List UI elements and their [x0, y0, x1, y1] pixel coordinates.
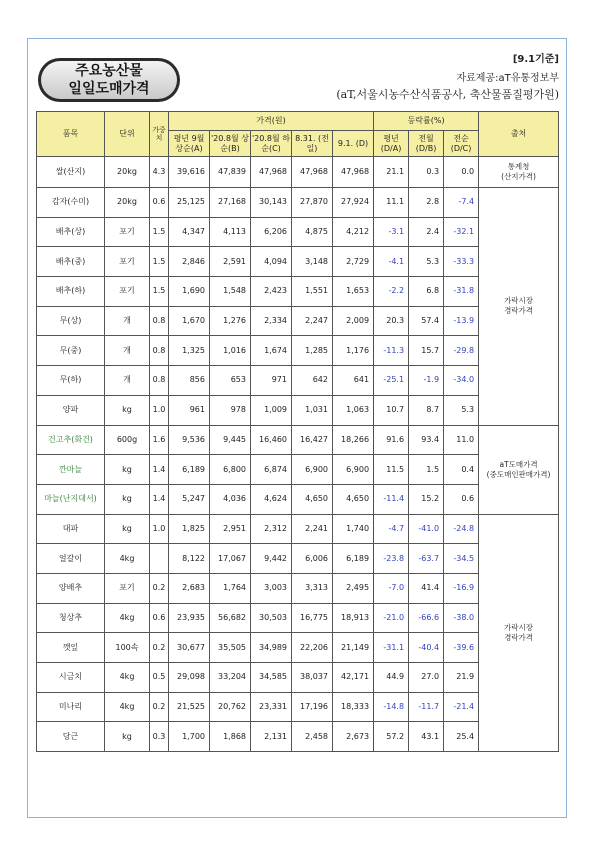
price-2008-late: 2,131	[251, 722, 292, 752]
item-name: 쌀(산지)	[37, 157, 105, 188]
rate-da: -4.7	[374, 514, 409, 544]
price-avg: 1,670	[169, 306, 210, 336]
rate-da: 21.1	[374, 157, 409, 188]
price-prev-day: 6,006	[292, 544, 333, 574]
rate-da: -25.1	[374, 366, 409, 396]
price-2008-early: 4,113	[210, 217, 251, 247]
weight: 0.2	[150, 692, 169, 722]
title-line2: 일일도매가격	[68, 81, 150, 97]
price-2008-late: 2,334	[251, 306, 292, 336]
item-name: 미나리	[37, 692, 105, 722]
item-name: 건고추(화건)	[37, 425, 105, 455]
header-item: 품목	[37, 112, 105, 157]
weight: 1.5	[150, 217, 169, 247]
price-prev-day: 17,196	[292, 692, 333, 722]
price-today: 27,924	[333, 188, 374, 218]
item-name: 깐마늘	[37, 455, 105, 485]
price-2008-late: 34,989	[251, 633, 292, 663]
rate-da: -11.3	[374, 336, 409, 366]
price-today: 2,729	[333, 247, 374, 277]
rate-db: 15.2	[409, 484, 444, 514]
unit: kg	[105, 395, 150, 425]
price-prev-day: 1,285	[292, 336, 333, 366]
price-2008-early: 2,591	[210, 247, 251, 277]
price-2008-early: 56,682	[210, 603, 251, 633]
unit: kg	[105, 514, 150, 544]
rate-db: -41.0	[409, 514, 444, 544]
price-2008-late: 4,094	[251, 247, 292, 277]
rate-da: 11.5	[374, 455, 409, 485]
price-2008-early: 2,951	[210, 514, 251, 544]
item-name: 무(중)	[37, 336, 105, 366]
price-today: 2,009	[333, 306, 374, 336]
weight: 1.6	[150, 425, 169, 455]
price-prev-day: 47,968	[292, 157, 333, 188]
header-source: 출처	[479, 112, 559, 157]
title-badge-inner	[41, 61, 177, 99]
rate-dc: -31.8	[444, 277, 479, 307]
unit: kg	[105, 484, 150, 514]
price-prev-day: 3,313	[292, 573, 333, 603]
header-rate-dc: 전순 (D/C)	[444, 131, 479, 157]
price-prev-day: 4,650	[292, 484, 333, 514]
price-avg: 961	[169, 395, 210, 425]
rate-dc: 21.9	[444, 663, 479, 693]
price-2008-early: 653	[210, 366, 251, 396]
rate-dc: -13.9	[444, 306, 479, 336]
price-2008-early: 33,204	[210, 663, 251, 693]
unit: 4kg	[105, 692, 150, 722]
title-line1: 주요농산물	[75, 63, 143, 79]
price-prev-day: 2,241	[292, 514, 333, 544]
price-avg: 6,189	[169, 455, 210, 485]
price-avg: 2,683	[169, 573, 210, 603]
rate-db: 2.4	[409, 217, 444, 247]
item-name: 배추(상)	[37, 217, 105, 247]
price-today: 2,495	[333, 573, 374, 603]
rate-db: -63.7	[409, 544, 444, 574]
unit: 4kg	[105, 603, 150, 633]
unit: 100속	[105, 633, 150, 663]
price-2008-early: 1,548	[210, 277, 251, 307]
rate-db: 6.8	[409, 277, 444, 307]
weight: 0.6	[150, 603, 169, 633]
price-today: 1,653	[333, 277, 374, 307]
rate-da: -11.4	[374, 484, 409, 514]
weight: 1.4	[150, 455, 169, 485]
rate-da: -7.0	[374, 573, 409, 603]
price-prev-day: 4,875	[292, 217, 333, 247]
price-prev-day: 2,458	[292, 722, 333, 752]
rate-db: 43.1	[409, 722, 444, 752]
rate-da: 44.9	[374, 663, 409, 693]
rate-da: -21.0	[374, 603, 409, 633]
price-2008-early: 20,762	[210, 692, 251, 722]
rate-dc: -39.6	[444, 633, 479, 663]
rate-db: -40.4	[409, 633, 444, 663]
price-avg: 25,125	[169, 188, 210, 218]
price-2008-early: 9,445	[210, 425, 251, 455]
rate-db: -1.9	[409, 366, 444, 396]
price-prev-day: 3,148	[292, 247, 333, 277]
price-avg: 1,700	[169, 722, 210, 752]
price-today: 4,650	[333, 484, 374, 514]
rate-dc: -34.5	[444, 544, 479, 574]
price-today: 42,171	[333, 663, 374, 693]
header-prev-day: 8.31. (전일)	[292, 131, 333, 157]
price-today: 21,149	[333, 633, 374, 663]
price-avg: 9,536	[169, 425, 210, 455]
rate-da: -4.1	[374, 247, 409, 277]
table-row	[37, 425, 559, 455]
table-row	[37, 514, 559, 544]
item-name: 배추(하)	[37, 277, 105, 307]
weight: 0.6	[150, 188, 169, 218]
price-2008-early: 47,839	[210, 157, 251, 188]
unit: 포기	[105, 247, 150, 277]
rate-db: 57.4	[409, 306, 444, 336]
rate-db: -11.7	[409, 692, 444, 722]
price-today: 18,266	[333, 425, 374, 455]
price-table-body	[37, 157, 559, 752]
price-prev-day: 38,037	[292, 663, 333, 693]
weight: 0.2	[150, 633, 169, 663]
table-row	[37, 188, 559, 218]
price-2008-early: 978	[210, 395, 251, 425]
source-note: 가락시장 경락가격	[479, 188, 559, 426]
price-today: 18,913	[333, 603, 374, 633]
weight: 1.4	[150, 484, 169, 514]
price-avg: 1,690	[169, 277, 210, 307]
price-2008-early: 4,036	[210, 484, 251, 514]
item-name: 배추(중)	[37, 247, 105, 277]
unit: 개	[105, 366, 150, 396]
unit: 포기	[105, 277, 150, 307]
price-2008-late: 2,312	[251, 514, 292, 544]
rate-dc: 0.6	[444, 484, 479, 514]
weight: 0.2	[150, 573, 169, 603]
price-2008-late: 971	[251, 366, 292, 396]
unit: kg	[105, 722, 150, 752]
price-today: 47,968	[333, 157, 374, 188]
rate-db: -66.6	[409, 603, 444, 633]
unit: 포기	[105, 573, 150, 603]
price-avg: 1,325	[169, 336, 210, 366]
price-today: 1,176	[333, 336, 374, 366]
price-today: 6,900	[333, 455, 374, 485]
price-2008-early: 6,800	[210, 455, 251, 485]
header-2008-early: '20.8월 상순(B)	[210, 131, 251, 157]
rate-dc: -33.3	[444, 247, 479, 277]
rate-dc: -38.0	[444, 603, 479, 633]
rate-db: 0.3	[409, 157, 444, 188]
price-today: 1,063	[333, 395, 374, 425]
price-avg: 2,846	[169, 247, 210, 277]
rate-db: 8.7	[409, 395, 444, 425]
price-prev-day: 1,031	[292, 395, 333, 425]
title-badge	[38, 58, 180, 102]
price-2008-late: 4,624	[251, 484, 292, 514]
rate-dc: -29.8	[444, 336, 479, 366]
table-row	[37, 157, 559, 188]
unit: 600g	[105, 425, 150, 455]
rate-dc: 0.4	[444, 455, 479, 485]
source-note: 통계청 (산지가격)	[479, 157, 559, 188]
price-avg: 1,825	[169, 514, 210, 544]
rate-da: -31.1	[374, 633, 409, 663]
price-today: 641	[333, 366, 374, 396]
rate-dc: 25.4	[444, 722, 479, 752]
header-rate-da: 평년 (D/A)	[374, 131, 409, 157]
rate-da: -14.8	[374, 692, 409, 722]
date-reference: [9.1기준]	[512, 54, 559, 65]
rate-da: 11.1	[374, 188, 409, 218]
price-2008-late: 1,009	[251, 395, 292, 425]
source-note: 가락시장 경락가격	[479, 514, 559, 752]
weight: 0.8	[150, 366, 169, 396]
price-prev-day: 1,551	[292, 277, 333, 307]
price-2008-early: 1,276	[210, 306, 251, 336]
rate-da: 10.7	[374, 395, 409, 425]
header-price-group: 가격(원)	[169, 112, 374, 131]
unit: 개	[105, 306, 150, 336]
price-2008-early: 17,067	[210, 544, 251, 574]
item-name: 무(상)	[37, 306, 105, 336]
rate-dc: 5.3	[444, 395, 479, 425]
price-today: 6,189	[333, 544, 374, 574]
price-avg: 856	[169, 366, 210, 396]
rate-da: -2.2	[374, 277, 409, 307]
price-2008-late: 9,442	[251, 544, 292, 574]
price-2008-late: 16,460	[251, 425, 292, 455]
item-name: 양배추	[37, 573, 105, 603]
item-name: 얼갈이	[37, 544, 105, 574]
price-avg: 5,247	[169, 484, 210, 514]
weight: 0.8	[150, 336, 169, 366]
price-today: 2,673	[333, 722, 374, 752]
price-today: 1,740	[333, 514, 374, 544]
item-name: 대파	[37, 514, 105, 544]
rate-dc: -16.9	[444, 573, 479, 603]
rate-db: 15.7	[409, 336, 444, 366]
item-name: 당근	[37, 722, 105, 752]
rate-da: 91.6	[374, 425, 409, 455]
weight: 1.0	[150, 514, 169, 544]
price-avg: 23,935	[169, 603, 210, 633]
rate-db: 1.5	[409, 455, 444, 485]
unit: 20kg	[105, 157, 150, 188]
rate-dc: 0.0	[444, 157, 479, 188]
price-2008-late: 47,968	[251, 157, 292, 188]
rate-db: 41.4	[409, 573, 444, 603]
header-today: 9.1. (D)	[333, 131, 374, 157]
weight: 0.5	[150, 663, 169, 693]
rate-dc: -7.4	[444, 188, 479, 218]
rate-da: 57.2	[374, 722, 409, 752]
rate-dc: 11.0	[444, 425, 479, 455]
rate-dc: -21.4	[444, 692, 479, 722]
header-avg: 평년 9월 상순(A)	[169, 131, 210, 157]
source-organizations: (aT,서울시농수산식품공사, 축산물품질평가원)	[336, 88, 559, 101]
header-rate-group: 등락률(%)	[374, 112, 479, 131]
weight: 1.5	[150, 277, 169, 307]
price-2008-late: 34,585	[251, 663, 292, 693]
unit: 개	[105, 336, 150, 366]
header-unit: 단위	[105, 112, 150, 157]
price-prev-day: 16,427	[292, 425, 333, 455]
price-2008-late: 6,874	[251, 455, 292, 485]
rate-da: 20.3	[374, 306, 409, 336]
price-2008-early: 1,764	[210, 573, 251, 603]
weight: 1.5	[150, 247, 169, 277]
item-name: 양파	[37, 395, 105, 425]
price-today: 18,333	[333, 692, 374, 722]
price-today: 4,212	[333, 217, 374, 247]
price-2008-late: 23,331	[251, 692, 292, 722]
price-2008-late: 1,674	[251, 336, 292, 366]
price-avg: 39,616	[169, 157, 210, 188]
price-2008-late: 3,003	[251, 573, 292, 603]
price-prev-day: 16,775	[292, 603, 333, 633]
rate-dc: -24.8	[444, 514, 479, 544]
header-weight: 가중치	[150, 112, 169, 157]
price-avg: 29,098	[169, 663, 210, 693]
unit: 20kg	[105, 188, 150, 218]
price-prev-day: 642	[292, 366, 333, 396]
header-2008-late: '20.8월 하순(C)	[251, 131, 292, 157]
rate-dc: -34.0	[444, 366, 479, 396]
data-source: 자료제공:aT유통정보부	[456, 73, 559, 84]
rate-db: 27.0	[409, 663, 444, 693]
rate-da: -23.8	[374, 544, 409, 574]
price-avg: 8,122	[169, 544, 210, 574]
source-note: aT도매가격 (중도매인판매가격)	[479, 425, 559, 514]
price-prev-day: 27,870	[292, 188, 333, 218]
unit: 4kg	[105, 544, 150, 574]
price-2008-early: 35,505	[210, 633, 251, 663]
weight: 0.8	[150, 306, 169, 336]
weight: 4.3	[150, 157, 169, 188]
price-2008-late: 30,143	[251, 188, 292, 218]
rate-db: 2.8	[409, 188, 444, 218]
price-prev-day: 6,900	[292, 455, 333, 485]
item-name: 감자(수미)	[37, 188, 105, 218]
rate-db: 5.3	[409, 247, 444, 277]
rate-db: 93.4	[409, 425, 444, 455]
item-name: 청상추	[37, 603, 105, 633]
price-avg: 21,525	[169, 692, 210, 722]
price-avg: 30,677	[169, 633, 210, 663]
price-2008-late: 30,503	[251, 603, 292, 633]
rate-da: -3.1	[374, 217, 409, 247]
item-name: 무(하)	[37, 366, 105, 396]
item-name: 마늘(난지대서)	[37, 484, 105, 514]
item-name: 깻잎	[37, 633, 105, 663]
price-2008-late: 6,206	[251, 217, 292, 247]
price-prev-day: 2,247	[292, 306, 333, 336]
price-prev-day: 22,206	[292, 633, 333, 663]
weight: 1.0	[150, 395, 169, 425]
unit: 포기	[105, 217, 150, 247]
price-2008-late: 2,423	[251, 277, 292, 307]
price-table	[36, 111, 559, 752]
weight: 0.3	[150, 722, 169, 752]
header-rate-db: 전월 (D/B)	[409, 131, 444, 157]
rate-dc: -32.1	[444, 217, 479, 247]
price-2008-early: 1,868	[210, 722, 251, 752]
weight	[150, 544, 169, 574]
unit: 4kg	[105, 663, 150, 693]
unit: kg	[105, 455, 150, 485]
price-avg: 4,347	[169, 217, 210, 247]
price-2008-early: 1,016	[210, 336, 251, 366]
item-name: 시금치	[37, 663, 105, 693]
price-2008-early: 27,168	[210, 188, 251, 218]
